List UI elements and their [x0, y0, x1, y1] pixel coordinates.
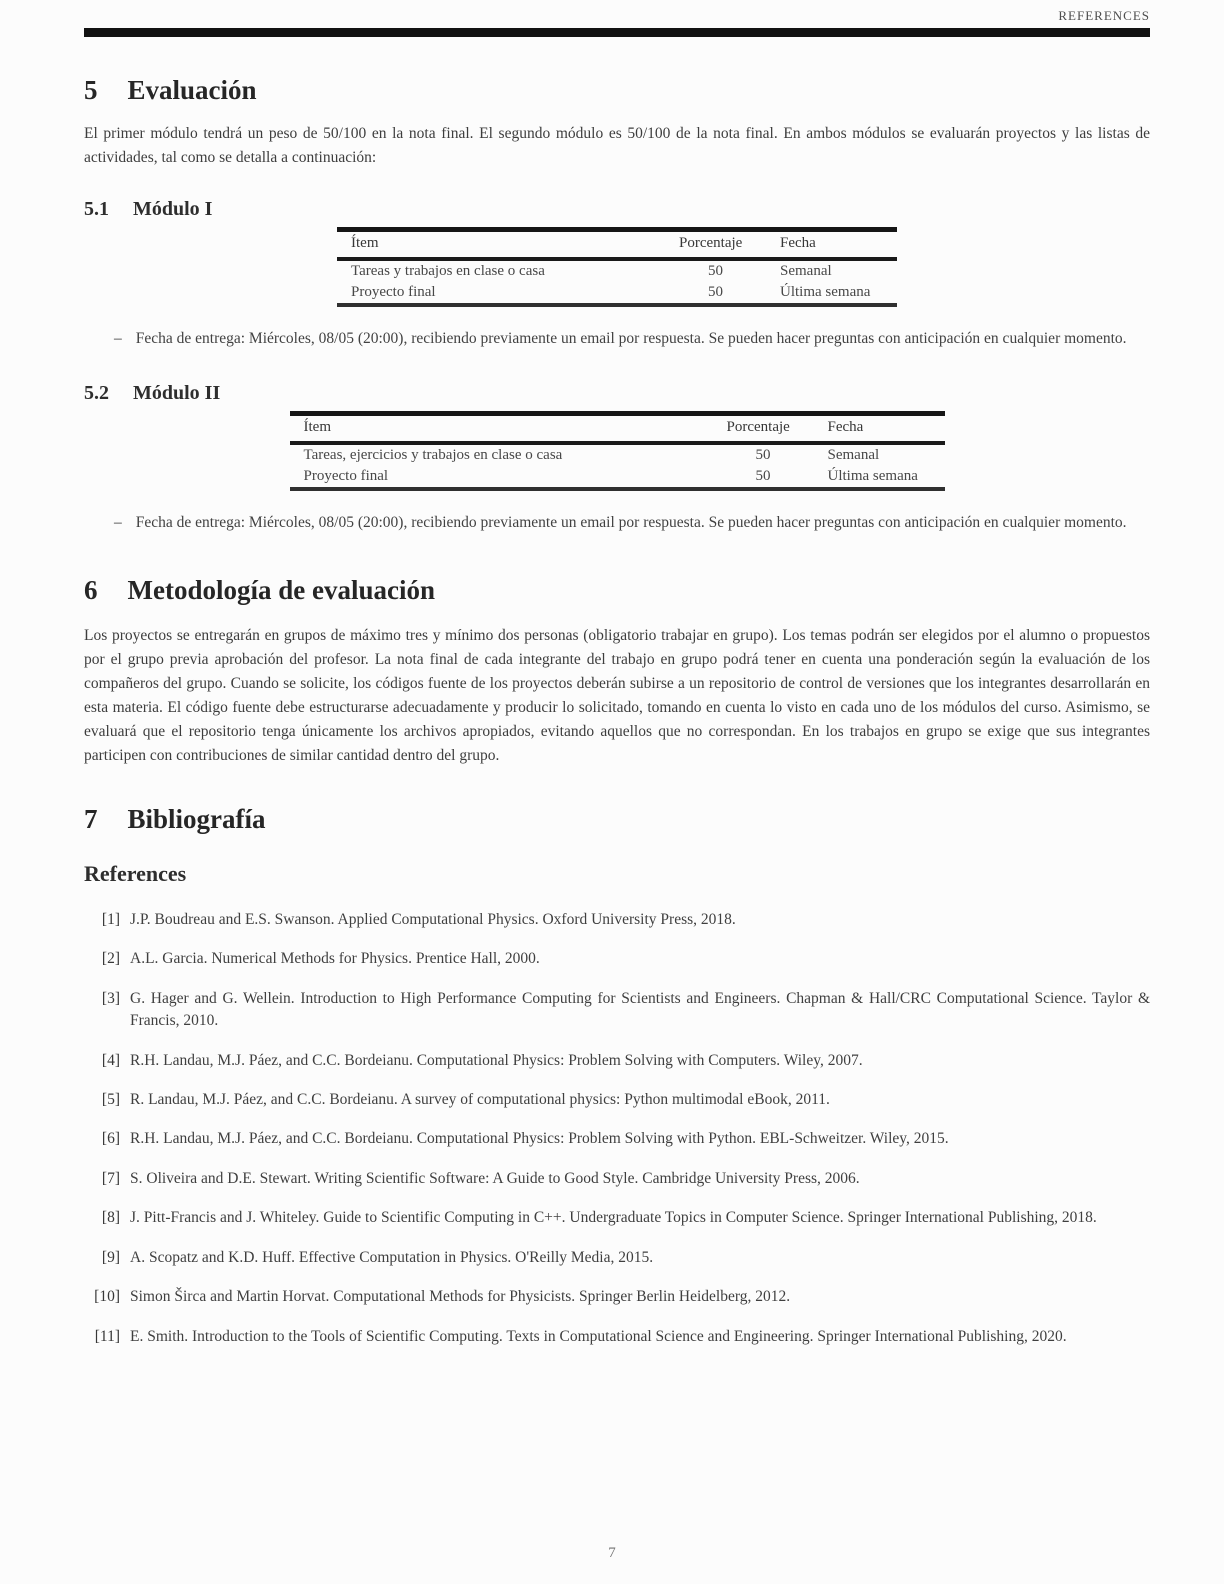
- reference-item: [84, 1168, 1150, 1190]
- reference-text: J.P. Boudreau and E.S. Swanson. Applied Computational Physics. Oxford University Press, 2018.: [130, 910, 736, 928]
- cell-porcentaje: 50: [755, 468, 771, 485]
- section-title: Metodología de evaluación: [127, 574, 435, 605]
- cell-fecha: Semanal: [827, 447, 880, 464]
- column-header-item: Ítem: [337, 230, 665, 260]
- cell-item: Tareas y trabajos en clase o casa: [351, 263, 545, 280]
- table-bottom-rule: [290, 487, 945, 491]
- reference-text: R.H. Landau, M.J. Páez, and C.C. Bordeianu. Computational Physics: Problem Solving with Computers. Wiley, 2007.: [130, 1051, 863, 1069]
- reference-text: E. Smith. Introduction to the Tools of Scientific Computing. Texts in Computational Science and Engineering. Springer International Publishing, 2020.: [130, 1327, 1067, 1345]
- modulo1-table: [337, 227, 897, 307]
- reference-item: [84, 1128, 1150, 1150]
- evaluacion-intro-paragraph: El primer módulo tendrá un peso de 50/100 en la nota final. El segundo módulo es 50/100 de la nota final. En ambos módulos se evaluarán proyectos y las listas de actividades, tal como se detalla a continuación:: [84, 125, 1150, 167]
- reference-label: [1]: [101, 910, 120, 928]
- reference-label: [11]: [94, 1327, 120, 1345]
- modulo2-table-wrapper: [84, 411, 1150, 491]
- table-row: [290, 443, 945, 466]
- section-number: 6: [84, 574, 98, 605]
- modulo1-note-item: [114, 327, 1146, 350]
- subsection-number: 5.2: [84, 382, 109, 405]
- reference-item: [84, 988, 1150, 1033]
- section-heading-metodologia: [84, 575, 1150, 606]
- reference-label: [2]: [101, 950, 120, 968]
- section-heading-bibliografia: [84, 804, 1150, 835]
- reference-text: A.L. Garcia. Numerical Methods for Physics. Prentice Hall, 2000.: [130, 950, 540, 968]
- reference-label: [5]: [101, 1090, 120, 1108]
- reference-item: [84, 1247, 1150, 1269]
- cell-fecha: Última semana: [827, 468, 918, 485]
- reference-text: R.H. Landau, M.J. Páez, and C.C. Bordeianu. Computational Physics: Problem Solving with Python. EBL-Schweitzer. Wiley, 2015.: [130, 1130, 949, 1148]
- bullet-dash-icon: –: [114, 514, 122, 532]
- section-number: 7: [84, 803, 98, 834]
- section-title: Bibliografía: [127, 803, 266, 834]
- header-rule: [84, 28, 1150, 37]
- cell-fecha: Última semana: [780, 284, 871, 301]
- section-number: 5: [84, 75, 98, 105]
- reference-item: [84, 909, 1150, 931]
- table-row: [337, 259, 897, 282]
- reference-item: [84, 1050, 1150, 1072]
- bullet-dash-icon: –: [114, 330, 122, 348]
- reference-item: [84, 1089, 1150, 1111]
- cell-porcentaje: 50: [755, 447, 771, 464]
- section-title: Evaluación: [127, 75, 257, 105]
- section-heading-evaluacion: [84, 75, 1150, 106]
- reference-label: [4]: [101, 1051, 120, 1069]
- cell-item: Proyecto final: [303, 468, 389, 485]
- reference-item: [84, 948, 1150, 970]
- reference-text: R. Landau, M.J. Páez, and C.C. Bordeianu. A survey of computational physics: Python multimodal eBook, 2011.: [130, 1090, 830, 1108]
- reference-text: S. Oliveira and D.E. Stewart. Writing Scientific Software: A Guide to Good Style. Cambridge University Press, 2006.: [130, 1169, 860, 1187]
- column-header-fecha: Fecha: [814, 414, 945, 444]
- reference-label: [7]: [101, 1169, 120, 1187]
- cell-fecha: Semanal: [780, 263, 832, 280]
- reference-text: Simon Širca and Martin Horvat. Computational Methods for Physicists. Springer Berlin Heidelberg, 2012.: [130, 1288, 791, 1306]
- reference-label: [10]: [94, 1288, 120, 1306]
- reference-label: [9]: [101, 1248, 120, 1266]
- column-header-porcentaje: Porcentaje: [665, 230, 766, 260]
- reference-item: [84, 1207, 1150, 1229]
- column-header-porcentaje: Porcentaje: [713, 414, 814, 444]
- modulo1-table-wrapper: [84, 227, 1150, 307]
- reference-text: G. Hager and G. Wellein. Introduction to High Performance Computing for Scientists and Engineers. Chapman & Hall/CRC Computational Science. Taylor & Francis, 2010.: [130, 989, 1150, 1030]
- modulo2-note-item: [114, 511, 1146, 534]
- table-row: [290, 466, 945, 487]
- reference-label: [6]: [101, 1130, 120, 1148]
- modulo1-note-text: Fecha de entrega: Miércoles, 08/05 (20:00), recibiendo previamente un email por respuesta. Se pueden hacer preguntas con anticipación en cualquier momento.: [135, 330, 1127, 348]
- subsection-heading-modulo1: [84, 198, 1150, 221]
- table-bottom-rule: [337, 303, 897, 307]
- running-header: REFERENCES: [1058, 8, 1150, 23]
- subsection-heading-modulo2: [84, 382, 1150, 405]
- cell-item: Proyecto final: [351, 284, 436, 301]
- reference-label: [3]: [101, 989, 120, 1007]
- reference-text: A. Scopatz and K.D. Huff. Effective Computation in Physics. O'Reilly Media, 2015.: [130, 1248, 654, 1266]
- reference-item: [84, 1326, 1150, 1348]
- cell-porcentaje: 50: [708, 263, 723, 280]
- metodologia-paragraph: Los proyectos se entregarán en grupos de máximo tres y mínimo dos personas (obligatorio trabajar en grupo). Los temas podrán ser elegidos por el alumno o propuestos por el grupo previa aprobación del profesor. La nota final de cada integrante del trabajo en grupo podrá tener en cuenta una ponderación según la evaluación de los compañeros del grupo. Cuando se solicite, los códigos fuente de los proyectos deberán subirse a un repositorio de control de versiones que los integrantes desarrollarán en esta materia. El código fuente debe estructurarse adecuadamente y producir lo solicitado, tomando en cuenta lo visto en cada uno de los módulos del curso. Asimismo, se evaluará que el repositorio tenga únicamente los archivos apropiados, evitando aquellos que no correspondan. En los trabajos en grupo se exige que sus integrantes participen con contribuciones de similar cantidad dentro del grupo.: [84, 626, 1150, 764]
- modulo2-table: [290, 411, 945, 491]
- column-header-fecha: Fecha: [766, 230, 897, 260]
- cell-porcentaje: 50: [708, 284, 723, 301]
- reference-label: [8]: [101, 1209, 120, 1227]
- column-header-item: Ítem: [290, 414, 713, 444]
- page-number: 7: [608, 1545, 616, 1561]
- reference-list: [84, 909, 1150, 1349]
- reference-text: J. Pitt-Francis and J. Whiteley. Guide to Scientific Computing in C++. Undergraduate Topics in Computer Science. Springer International Publishing, 2018.: [130, 1209, 1097, 1227]
- subsection-number: 5.1: [84, 198, 109, 221]
- subsection-title: Módulo I: [133, 198, 213, 221]
- reference-item: [84, 1286, 1150, 1308]
- table-row: [337, 282, 897, 303]
- modulo2-note-text: Fecha de entrega: Miércoles, 08/05 (20:00), recibiendo previamente un email por respuesta. Se pueden hacer preguntas con anticipación en cualquier momento.: [135, 514, 1127, 532]
- subsection-title: Módulo II: [133, 382, 221, 405]
- cell-item: Tareas, ejercicios y trabajos en clase o casa: [303, 447, 563, 464]
- references-heading: References: [84, 860, 187, 886]
